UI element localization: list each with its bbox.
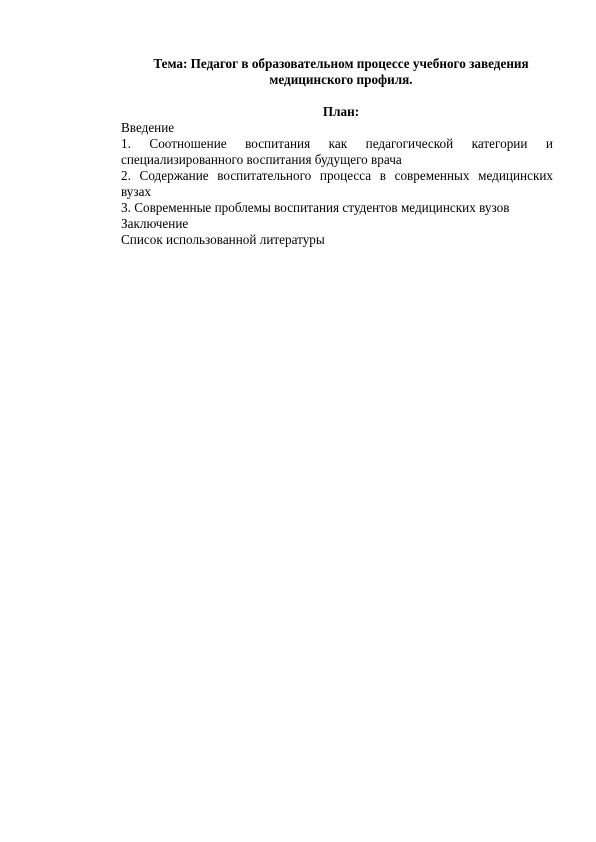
document-title: Тема: Педагог в образовательном процессе учебного заведения медицинского профиля. [153,56,529,87]
plan-item-chapter-2: 2. Содержание воспитательного процесса в современных медицинских вузах [121,168,553,199]
plan-item-references: Список использованной литературы [121,232,325,247]
plan-item-chapter-1: 1. Соотношение воспитания как педагогической категории и специализированного воспитания будущего врача [121,136,553,167]
spacer [121,88,553,104]
plan-item-introduction: Введение [121,120,175,135]
plan-list [121,120,553,248]
plan-heading: План: [322,104,360,119]
document-content [121,56,553,248]
plan-item-conclusion: Заключение [121,216,189,231]
plan-item-chapter-3: 3. Современные проблемы воспитания студентов медицинских вузов [121,200,510,215]
